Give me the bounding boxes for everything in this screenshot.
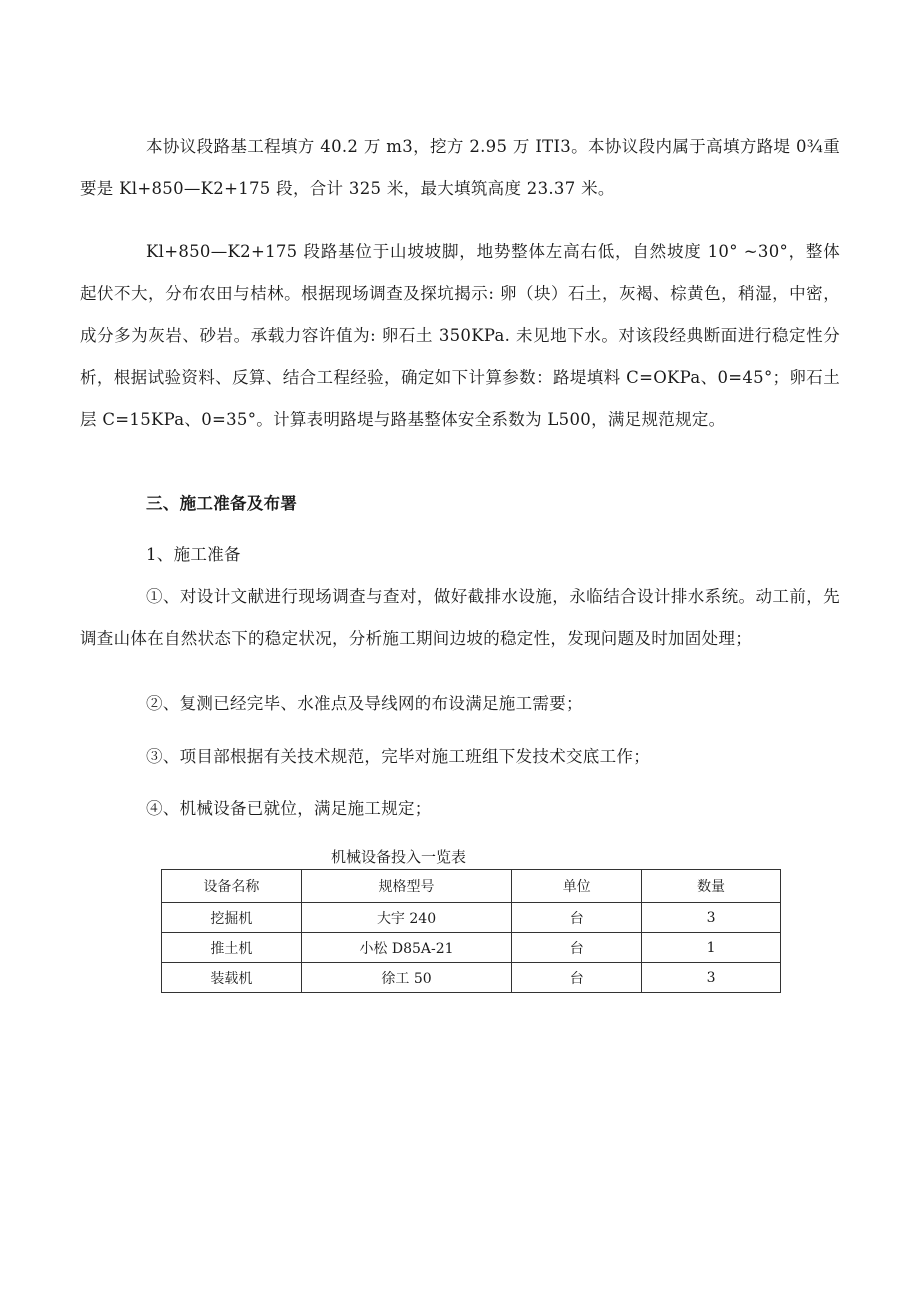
table-row (162, 903, 781, 933)
sub-heading: 1、施工准备 (146, 545, 241, 564)
table-row (162, 933, 781, 963)
header-cell: 单位 (512, 870, 642, 903)
paragraph-geology: Kl+850—K2+175 段路基位于山坡坡脚，地势整体左高右低，自然坡度 10° ~30°，整体起伏不大，分布农田与桔林。根据现场调查及探坑揭示: 卵（块）石土，灰褐、棕黄色，稍湿，中密，成分多为灰岩、砂岩。承载力容许值为: 卵石土 350KPa. 未见地下水。对该段经典断面进行稳定性分析，根据试验资料、反算、结合工程经验，确定如下计算参数：路堤填料 C=OKPa、0=45°；卵石土层 C=15KPa、0=35°。计算表明路堤与路基整体安全系数为 L500，满足规范规定。 (80, 242, 840, 429)
equipment-table (161, 869, 781, 993)
table-row (162, 963, 781, 993)
header-cell: 规格型号 (301, 870, 511, 903)
header-cell: 数量 (642, 870, 781, 903)
table-cell: 3 (642, 903, 781, 933)
list-item-4: ④、机械设备已就位，满足施工规定； (146, 799, 432, 818)
table-cell: 台 (512, 963, 642, 993)
table-cell: 装载机 (162, 963, 302, 993)
table-cell: 挖掘机 (162, 903, 302, 933)
section-heading: 三、施工准备及布署 (146, 494, 298, 513)
table-cell: 推土机 (162, 933, 302, 963)
table-cell: 1 (642, 933, 781, 963)
table-header-row (162, 870, 781, 903)
table-cell: 大宇 240 (301, 903, 511, 933)
paragraph-fill-volume: 本协议段路基工程填方 40.2 万 m3，挖方 2.95 万 ITI3。本协议段内属于高填方路堤 0¾重要是 Kl+850—K2+175 段，合计 325 米，最大填筑高度 23.37 米。 (80, 137, 840, 198)
table-cell: 台 (512, 903, 642, 933)
table-cell: 台 (512, 933, 642, 963)
list-item-2: ②、复测已经完毕、水准点及导线网的布设满足施工需要； (146, 694, 583, 713)
list-item-1: ①、对设计文献进行现场调查与查对，做好截排水设施，永临结合设计排水系统。动工前，先调查山体在自然状态下的稳定状况，分析施工期间边坡的稳定性，发现问题及时加固处理； (80, 587, 840, 648)
table-cell: 3 (642, 963, 781, 993)
list-item-3: ③、项目部根据有关技术规范，完毕对施工班组下发技术交底工作； (146, 747, 650, 766)
table-cell: 小松 D85A-21 (301, 933, 511, 963)
table-title: 机械设备投入一览表 (331, 848, 467, 866)
header-cell: 设备名称 (162, 870, 302, 903)
table-cell: 徐工 50 (301, 963, 511, 993)
